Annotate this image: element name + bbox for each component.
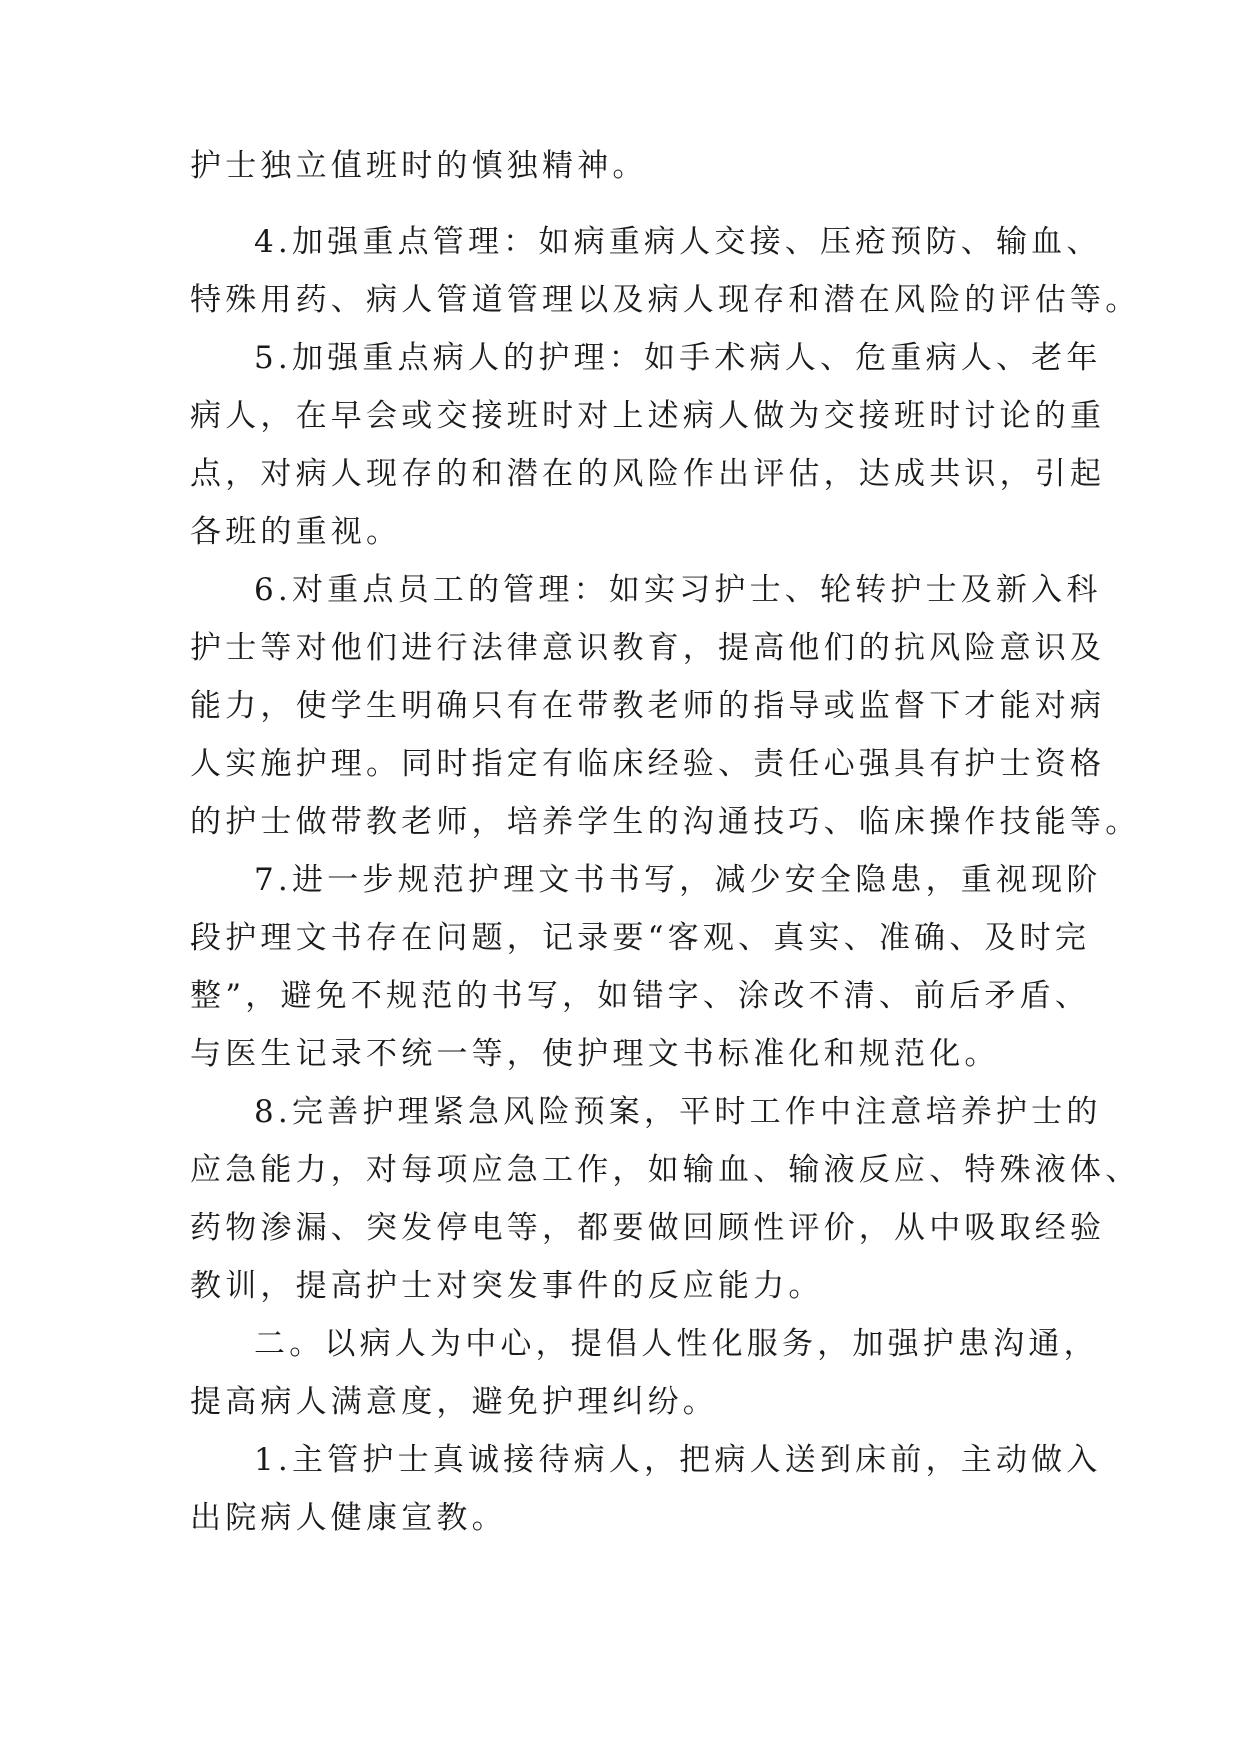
- text-line: 提高病人满意度，避免护理纠纷。: [190, 1384, 718, 1420]
- text-line: 点，对病人现存的和潜在的风险作出评估，达成共识，引起: [190, 456, 1106, 492]
- text-line: 病人，在早会或交接班时对上述病人做为交接班时讨论的重: [190, 398, 1106, 434]
- text-line: 整”，避免不规范的书写，如错字、涂改不清、前后矛盾、: [190, 978, 1091, 1014]
- text-line: 与医生记录不统一等，使护理文书标准化和规范化。: [190, 1036, 1000, 1072]
- text-line: 段护理文书存在问题，记录要“客观、真实、准确、及时完: [190, 920, 1091, 956]
- text-line: 的护士做带教老师，培养学生的沟通技巧、临床操作技能等。: [190, 804, 1141, 840]
- text-line: 应急能力，对每项应急工作，如输血、输液反应、特殊液体、: [190, 1152, 1141, 1188]
- text-line: 5.加强重点病人的护理：如手术病人、危重病人、老年: [254, 340, 1102, 376]
- text-line: 教训，提高护士对突发事件的反应能力。: [190, 1268, 824, 1304]
- text-line: 特殊用药、病人管道管理以及病人现存和潜在风险的评估等。: [190, 282, 1141, 318]
- text-line: 人实施护理。同时指定有临床经验、责任心强具有护士资格: [190, 746, 1106, 782]
- text-line: 护士独立值班时的慎独精神。: [190, 148, 648, 184]
- text-line: 各班的重视。: [190, 514, 402, 550]
- text-line: 8.完善护理紧急风险预案，平时工作中注意培养护士的: [254, 1094, 1102, 1130]
- text-line: 护士等对他们进行法律意识教育，提高他们的抗风险意识及: [190, 630, 1106, 666]
- text-line: 能力，使学生明确只有在带教老师的指导或监督下才能对病: [190, 688, 1106, 724]
- text-line: 7.进一步规范护理文书书写，减少安全隐患，重视现阶: [254, 862, 1102, 898]
- text-line: 药物渗漏、突发停电等，都要做回顾性评价，从中吸取经验: [190, 1210, 1106, 1246]
- text-line: 6.对重点员工的管理：如实习护士、轮转护士及新入科: [254, 572, 1102, 608]
- text-line: 4.加强重点管理：如病重病人交接、压疮预防、输血、: [254, 224, 1102, 260]
- text-line: 二。以病人为中心，提倡人性化服务，加强护患沟通，: [254, 1326, 1099, 1362]
- text-line: 1.主管护士真诚接待病人，把病人送到床前，主动做入: [254, 1442, 1102, 1478]
- text-line: 出院病人健康宣教。: [190, 1500, 507, 1536]
